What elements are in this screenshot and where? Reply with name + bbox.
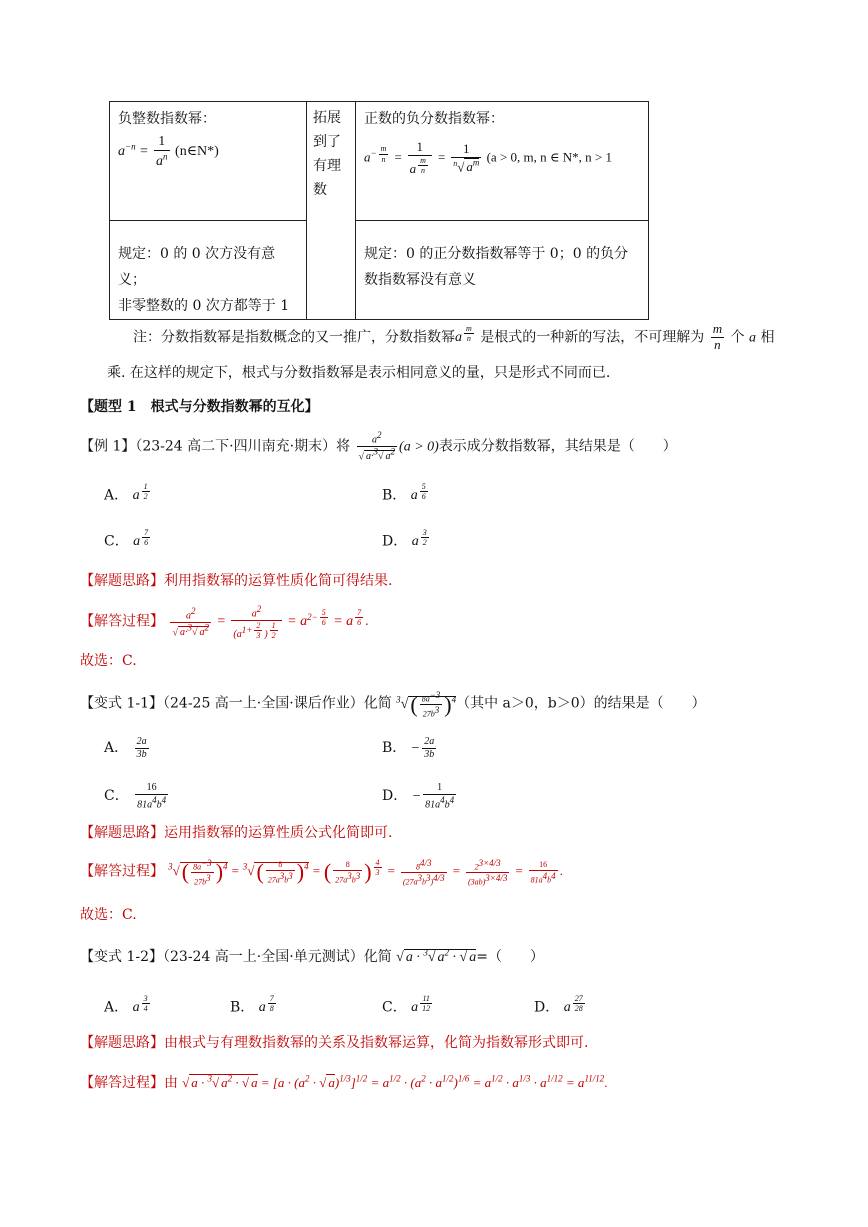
v11-option-d[interactable]: D． − $\frac{1}{81a^4b^4}$: [382, 782, 455, 810]
neg-frac-rule-2: 数指数幂没有意义: [364, 272, 476, 288]
section-title: 【题型 1 根式与分数指数幂的互化】: [80, 399, 319, 415]
ex1-after: 表示成分数指数幂，其结果是（ ）: [438, 438, 677, 455]
v11-answer: 故选：C.: [80, 907, 137, 923]
v12-question: 【变式 1-2】（23-24 高一上·全国·单元测试）化简 √ a · $^3$√ $a^2$ · √ a=（ ）: [80, 947, 544, 965]
v11-process: 【解答过程】 $^3$√( $\frac{8a^{-3}}{27b^3}$ )$^4$ = $^3$√( $\frac{8}{27a^3b^3}$ )$^4$ = ( $\frac{8}{27a^3b^3}$ ) $^{\frac{4}{3}}$ = $\frac{8^{4/3}}{(27a^3b^3)^{4/3}}$ = $\frac{2^{3\times 4/3}}{(3ab)^{3\times 4/3}}$ = $\frac{16}{81a^4b^4}$ .: [80, 858, 563, 887]
neg-int-cell: [110, 102, 307, 221]
extend-text-4: 数: [313, 182, 327, 198]
ex1-option-b[interactable]: B． a $^{\frac{5}{6}}$: [382, 482, 426, 504]
v11-question: 【变式 1-1】（24-25 高一上·全国·课后作业）化简 $^3$√( $\frac{8a^{-3}}{27b^3}$ )$^4$（其中 a＞0，b＞0）的结果是（ ）: [80, 690, 706, 719]
v11-source: （24-25 高一上·全国·课后作业）化简: [163, 695, 392, 712]
v12-option-b[interactable]: B． a $^{\frac{7}{8}}$: [230, 994, 274, 1016]
ex1-option-c[interactable]: C． a $^{\frac{7}{6}}$: [104, 528, 149, 550]
v12-label: 【变式 1-2】: [80, 949, 163, 965]
v12-after: =（ ）: [476, 949, 544, 965]
v11-after: （其中 a＞0，b＞0）的结果是（ ）: [456, 695, 706, 712]
note-line-1: 注：分数指数幂是指数概念的又一推广，分数指数幂a $^{\frac{m}{n}}$ 是根式的一种新的写法，不可理解为 $\frac{m}{n}$ 个 a 相: [133, 321, 775, 352]
note-line-2: 乘. 在这样的规定下，根式与分数指数幂是表示相同意义的量，只是形式不同而已.: [107, 365, 611, 381]
neg-int-formula: $a^{-n}$ = $\frac{1}{a^n}$ (n∈N*): [118, 134, 219, 169]
v12-source: （23-24 高一上·全国·单元测试）化简: [163, 949, 392, 965]
ex1-label: 【例 1】: [80, 438, 136, 455]
extend-text-3: 有理: [313, 158, 341, 174]
v11-option-b[interactable]: B． − $\frac{2a}{3b}$: [382, 736, 435, 760]
ex1-question: 【例 1】（23-24 高二下·四川南充·期末）将 $\frac{a^2}{√ a\cdot^3√ a^2}$ (a > 0)表示成分数指数幂，其结果是（ ）: [80, 430, 677, 463]
v12-idea: 【解题思路】由根式与有理数指数幂的关系及指数幂运算，化简为指数幂形式即可.: [80, 1035, 589, 1051]
neg-int-rule-2: 非零整数的 0 次方都等于 1: [118, 298, 290, 314]
v11-idea: 【解题思路】运用指数幂的运算性质公式化简即可.: [80, 825, 393, 841]
neg-int-rule-1: 规定：0 的 0 次方没有意义；: [118, 246, 276, 288]
v12-process: 【解答过程】由 √ a · $^3$√ $a^2$ · √ $a = [a \cdot (a^2$ · √ $a)^{1/3}]^{1/2} = a^{1/2} \cdot (a^2 \cdot a^{1/2})^{1/6} = a^{1/2} \cdot a^{1/3} \cdot a^{1/12} = a^{11/12}$.: [80, 1073, 608, 1091]
neg-frac-rule-cell: [356, 221, 649, 320]
definition-table: [109, 101, 649, 320]
v11-label: 【变式 1-1】: [80, 695, 163, 712]
extend-text-2: 到了: [313, 134, 341, 150]
neg-frac-formula: $a^{- \frac{m}{n}}$ = 1 a $^{\frac{m}{n}}$ = $\frac{1}{^n√ a^m}$ (a > 0, m, n ∈ N*, n > 1: [364, 139, 612, 177]
ex1-source: （23-24 高二下·四川南充·期末）将: [135, 438, 351, 455]
neg-int-rule-cell: [110, 221, 307, 320]
neg-int-title: 负整数指数幂：: [118, 111, 216, 127]
v12-option-a[interactable]: A． a $^{\frac{3}{4}}$: [104, 994, 148, 1016]
neg-frac-title: 正数的负分数指数幂：: [364, 111, 504, 127]
ex1-idea: 【解题思路】利用指数幂的运算性质化简可得结果.: [80, 573, 393, 589]
extend-text-1: 拓展: [313, 110, 341, 126]
ex1-answer: 故选：C.: [80, 653, 137, 669]
ex1-process: 【解答过程】 $\frac{a^2}{√ a\cdot^3√ a^2}$ = $a^2$ ($a^{1+ \frac{2}{3}}$ ) $^{\frac{1}{2}}$ = $a^{2- \frac{5}{6}}$ = a $^{\frac{7}{6}}$ .: [80, 604, 369, 641]
v11-option-c[interactable]: C． $\frac{16}{81a^4b^4}$: [104, 782, 167, 810]
v11-option-a[interactable]: A． $\frac{2a}{3b}$: [104, 736, 147, 760]
v12-option-d[interactable]: D． a $^{\frac{27}{28}}$: [534, 994, 583, 1016]
ex1-option-a[interactable]: A． a $^{\frac{1}{2}}$: [104, 482, 148, 504]
extend-cell: [307, 102, 356, 320]
v12-option-c[interactable]: C． a $^{\frac{11}{12}}$: [382, 994, 431, 1016]
neg-frac-rule-1: 规定：0 的正分数指数幂等于 0；0 的负分: [364, 246, 629, 262]
ex1-option-d[interactable]: D． a $^{\frac{3}{2}}$: [382, 528, 427, 550]
neg-frac-cell: [356, 102, 649, 221]
